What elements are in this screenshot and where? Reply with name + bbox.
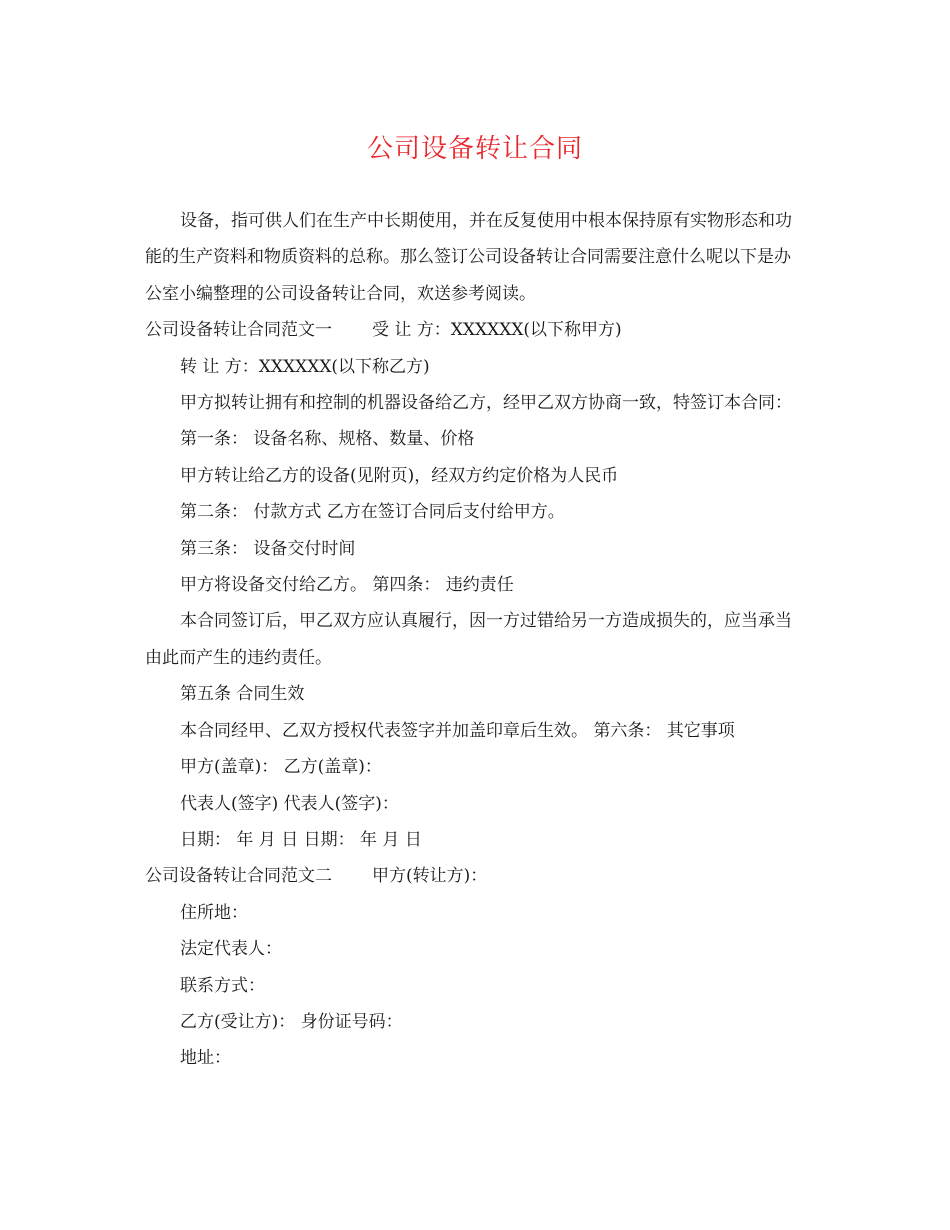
document-body — [145, 203, 805, 1077]
sample1-representatives: 代表人(签字) 代表人(签字)： — [180, 793, 399, 814]
sample1-article4-text: 本合同签订后，甲乙双方应认真履行，因一方过错给另一方造成损失的，应当承当由此而产生的违约责任。 — [145, 611, 792, 668]
sample1-dates: 日期： 年 月 日 日期： 年 月 日 — [180, 829, 422, 850]
sample2-heading: 公司设备转让合同范文二 — [145, 866, 332, 887]
sample2-party-b: 乙方(受让方)： 身份证号码： — [180, 1011, 403, 1032]
sample2-legal-rep: 法定代表人： — [180, 939, 282, 960]
sample1-article1-text: 甲方转让给乙方的设备(见附页)，经双方约定价格为人民币 — [180, 465, 619, 486]
sample1-article2: 第二条： 付款方式 乙方在签订合同后支付给甲方。 — [180, 502, 565, 523]
sample2-party-a: 甲方(转让方)： — [372, 866, 488, 887]
sample1-preamble: 甲方拟转让拥有和控制的机器设备给乙方，经甲乙双方协商一致，特签订本合同： — [180, 393, 792, 414]
sample1-heading-line — [145, 312, 805, 348]
sample2-address: 住所地： — [180, 902, 248, 923]
sample1-heading: 公司设备转让合同范文一 — [145, 320, 332, 341]
sample1-transferor: 转 让 方：XXXXXX(以下称乙方) — [180, 356, 430, 377]
sample1-article5: 第五条 合同生效 — [180, 684, 305, 705]
intro-paragraph: 设备，指可供人们在生产中长期使用，并在反复使用中根本保持原有实物形态和功能的生产资料和物质资料的总称。那么签订公司设备转让合同需要注意什么呢以下是办公室小编整理的公司设备转让合同，欢送参考阅读。 — [145, 211, 792, 304]
sample2-party-b-address: 地址： — [180, 1048, 231, 1069]
sample1-seals: 甲方(盖章)： 乙方(盖章)： — [180, 757, 382, 778]
sample2-heading-line — [145, 858, 805, 894]
sample1-transferee: 受 让 方：XXXXXX(以下称甲方) — [372, 320, 622, 341]
sample1-article3-text: 甲方将设备交付给乙方。 第四条： 违约责任 — [180, 575, 514, 596]
sample1-article3: 第三条： 设备交付时间 — [180, 538, 356, 559]
sample1-article5-text: 本合同经甲、乙双方授权代表签字并加盖印章后生效。 第六条： 其它事项 — [180, 720, 735, 741]
sample1-article1: 第一条： 设备名称、规格、数量、价格 — [180, 429, 475, 450]
document-title: 公司设备转让合同 — [366, 134, 583, 164]
sample2-contact: 联系方式： — [180, 975, 265, 996]
